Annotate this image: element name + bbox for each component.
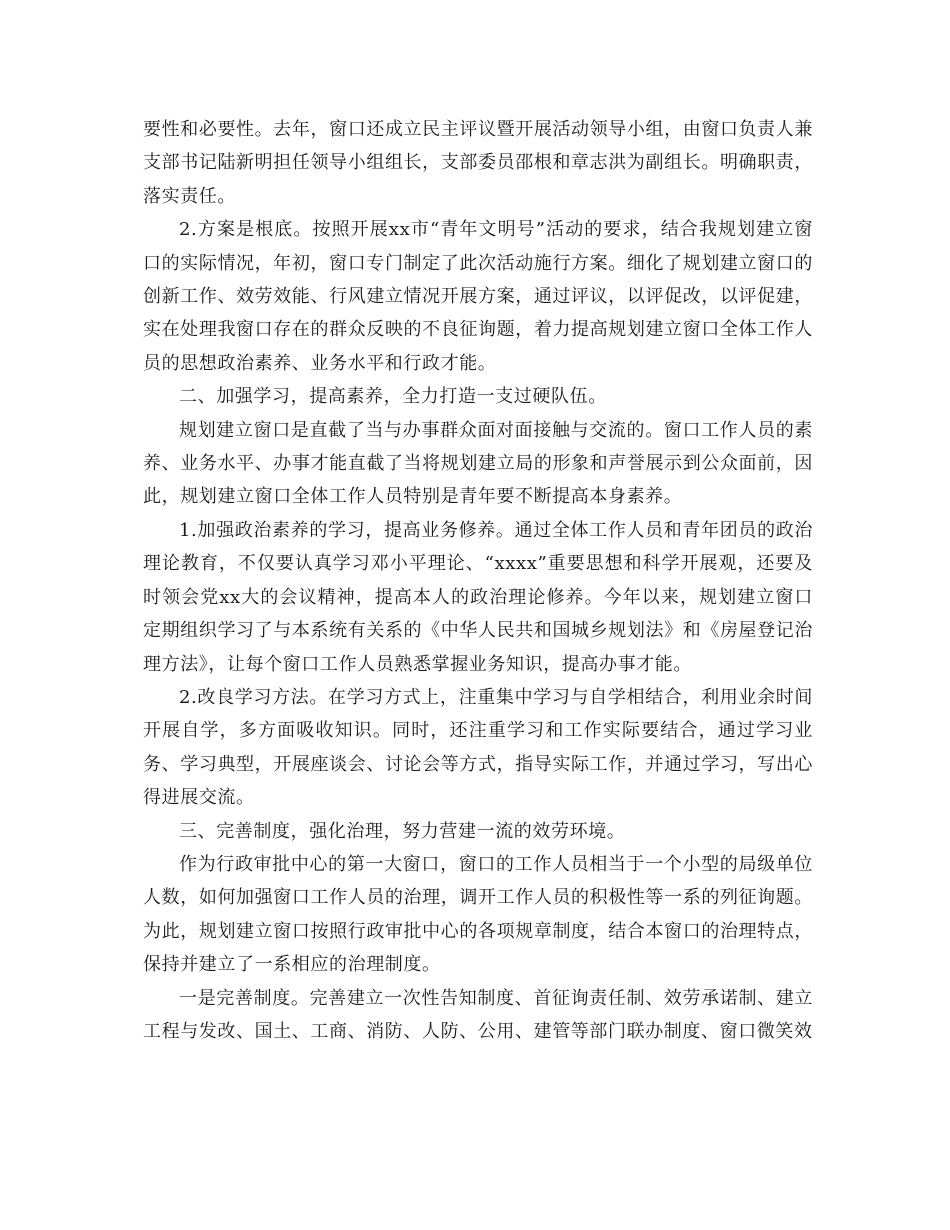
paragraph-study-methods: 2.改良学习方法。在学习方式上，注重集中学习与自学相结合，利用业余时间开展自学，多方面吸收知识。同时，还注重学习和工作实际要结合，通过学习业务、学习典型，开展座谈会、讨论会等方式，指导实际工作，并通过学习，写出心得进展交流。 (143, 686, 813, 809)
paragraph-continuation: 要性和必要性。去年，窗口还成立民主评议暨开展活动领导小组，由窗口负责人兼支部书记陆新明担任领导小组组长，支部委员邵根和章志洪为副组长。明确职责，落实责任。 (143, 119, 813, 207)
paragraph-political-study: 1.加强政治素养的学习，提高业务修养。通过全体工作人员和青年团员的政治理论教育，不仅要认真学习邓小平理论、“xxxx”重要思想和科学开展观，还要及时领会党xx大的会议精神，提高本人的政治理论修养。今年以来，规划建立窗口定期组织学习了与本系统有关系的《中华人民共和国城乡规划法》和《房屋登记治理方法》，让每个窗口工作人员熟悉掌握业务知识，提高办事才能。 (143, 519, 813, 675)
paragraph-plan-foundation: 2.方案是根底。按照开展xx市“青年文明号”活动的要求，结合我规划建立窗口的实际情况，年初，窗口专门制定了此次活动施行方案。细化了规划建立窗口的创新工作、效劳效能、行风建立情况开展方案，通过评议，以评促改，以评促建，实在处理我窗口存在的群众反映的不良征询题，着力提高规划建立窗口全体工作人员的思想政治素养、业务水平和行政才能。 (143, 219, 813, 374)
section-heading-system: 三、完善制度，强化治理，努力营建一流的效劳环境。 (179, 820, 626, 842)
paragraph-management: 作为行政审批中心的第一大窗口，窗口的工作人员相当于一个小型的局级单位人数，如何加强窗口工作人员的治理，调开工作人员的积极性等一系的列征询题。为此，规划建立窗口按照行政审批中心的各项规章制度，结合本窗口的治理特点，保持并建立了一系相应的治理制度。 (143, 853, 813, 976)
paragraph-improve-system: 一是完善制度。完善建立一次性告知制度、首征询责任制、效劳承诺制、建立工程与发改、国土、工商、消防、人防、公用、建管等部门联办制度、窗口微笑效 (143, 987, 813, 1042)
section-heading-study: 二、加强学习，提高素养，全力打造一支过硬队伍。 (179, 386, 607, 408)
paragraph-window-staff: 规划建立窗口是直截了当与办事群众面对面接触与交流的。窗口工作人员的素养、业务水平、办事才能直截了当将规划建立局的形象和声誉展示到公众面前，因此，规划建立窗口全体工作人员特别是青年要不断提高本身素养。 (143, 419, 813, 508)
document-body (143, 113, 813, 1048)
